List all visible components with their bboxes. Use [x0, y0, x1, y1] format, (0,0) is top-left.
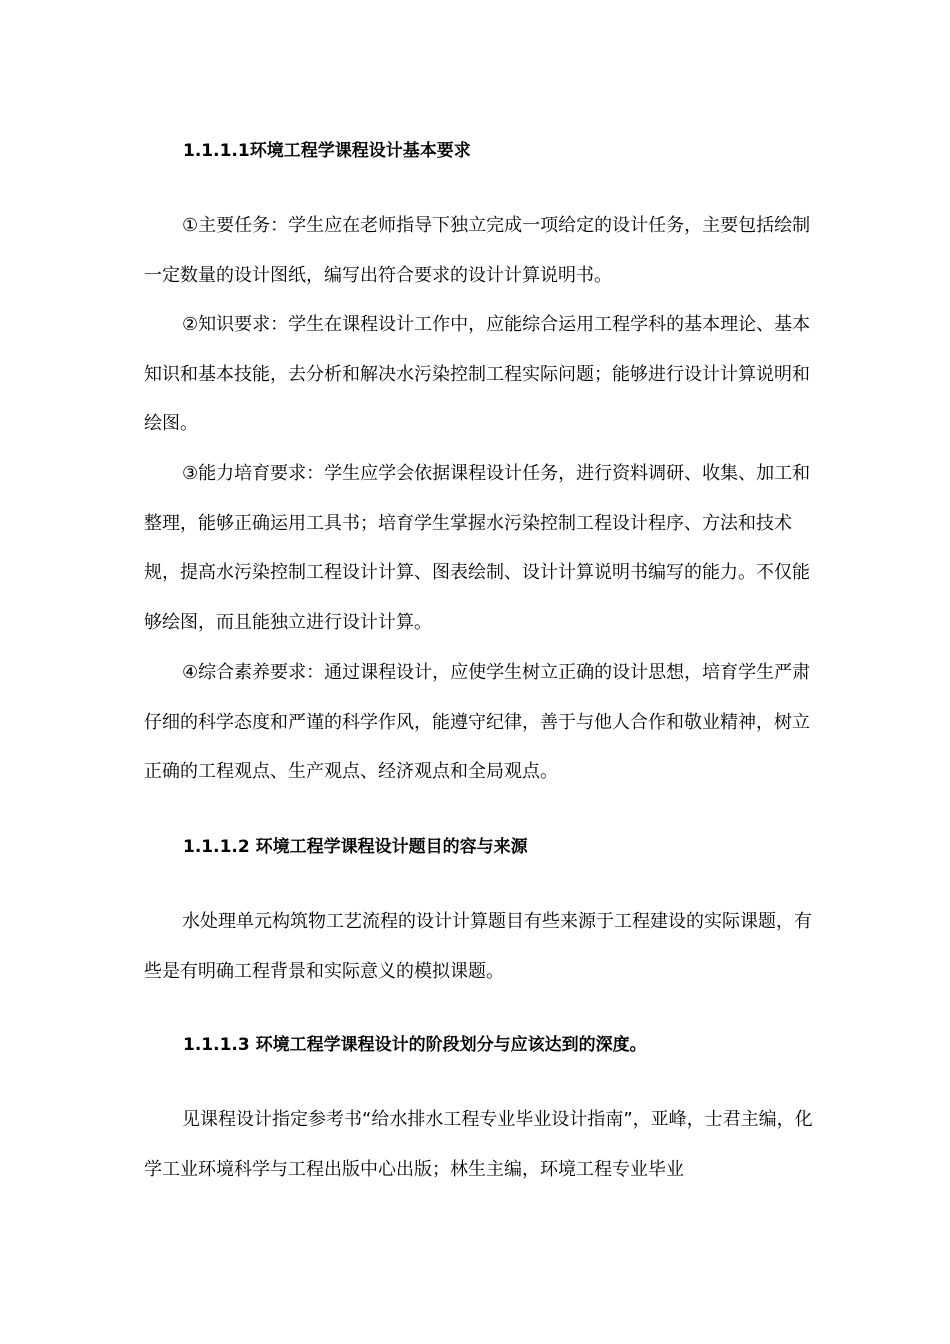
paragraph-quality-requirement: ④综合素养要求：通过课程设计，应使学生树立正确的设计思想，培育学生严肃仔细的科学态度和严谨的科学作风，能遵守纪律，善于与他人合作和敬业精神，树立正确的工程观点、生产观点、经济观点和全局观点。: [144, 662, 811, 782]
paragraph-ability-requirement: ③能力培育要求：学生应学会依据课程设计任务，进行资料调研、收集、加工和整理，能够正确运用工具书；培育学生掌握水污染控制工程设计程序、方法和技术规，提高水污染控制工程设计计算、图表绘制、设计计算说明书编写的能力。不仅能够绘图，而且能独立进行设计计算。: [144, 463, 811, 633]
paragraph-knowledge-requirement: ②知识要求：学生在课程设计工作中，应能综合运用工程学科的基本理论、基本知识和基本技能，去分析和解决水污染控制工程实际问题；能够进行设计计算说明和绘图。: [144, 314, 811, 434]
paragraph-topic-source: 水处理单元构筑物工艺流程的设计计算题目有些来源于工程建设的实际课题，有些是有明确工程背景和实际意义的模拟课题。: [144, 911, 812, 982]
paragraph-reference-books: 见课程设计指定参考书“给水排水工程专业毕业设计指南”，亚峰，士君主编，化学工业环境科学与工程出版中心出版；林生主编，环境工程专业毕业: [144, 1109, 813, 1180]
section-heading-2: 1.1.1.2 环境工程学课程设计题目的容与来源: [183, 837, 528, 857]
section-heading-3: 1.1.1.3 环境工程学课程设计的阶段划分与应该达到的深度。: [183, 1035, 647, 1055]
paragraph-main-task: ①主要任务：学生应在老师指导下独立完成一项给定的设计任务，主要包括绘制一定数量的设计图纸，编写出符合要求的设计计算说明书。: [144, 215, 811, 286]
section-heading-1: 1.1.1.1环境工程学课程设计基本要求: [183, 141, 471, 161]
